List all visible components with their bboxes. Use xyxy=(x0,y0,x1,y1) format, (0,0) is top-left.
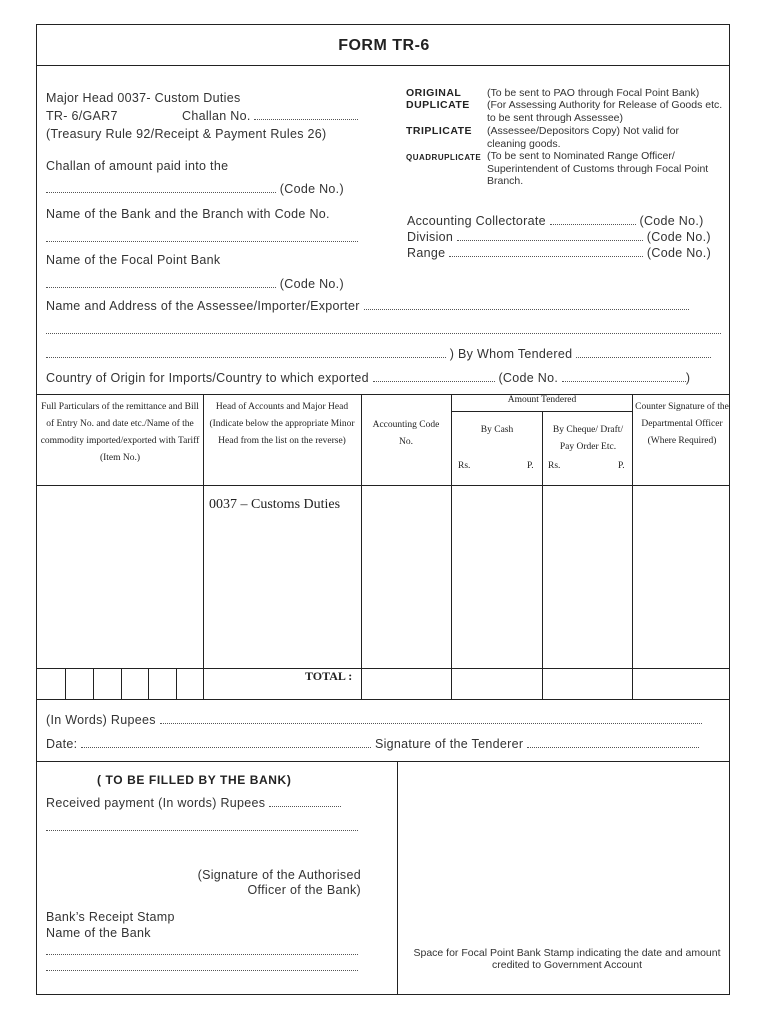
focal-bank-label: Name of the Focal Point Bank xyxy=(46,253,221,267)
challan-paid-field[interactable] xyxy=(46,182,276,193)
stamp-space-note: Space for Focal Point Bank Stamp indicating the date and amount credited to Government Account xyxy=(413,947,721,971)
bank-name-row-2 xyxy=(46,960,358,974)
form-title: FORM TR-6 xyxy=(338,37,430,54)
col-divider-2 xyxy=(361,394,362,699)
header-by-cash: By Cash xyxy=(480,425,514,435)
bank-branch-row xyxy=(46,231,358,245)
authorised-signature-line2: Officer of the Bank) xyxy=(247,883,361,897)
code-no: (Code No.) xyxy=(639,214,704,228)
challan-no-row xyxy=(182,109,358,123)
copy-desc-triplicate: (Assessee/Depositors Copy) Not valid for cleaning goods. xyxy=(487,125,679,150)
code-no: (Code No.) xyxy=(646,230,711,244)
country-code-field[interactable] xyxy=(562,371,686,382)
country-code-label: (Code No. xyxy=(498,371,559,385)
header-accounting-code: Accounting Code No. xyxy=(372,420,440,447)
title-divider xyxy=(37,65,729,66)
assessee-field-3[interactable] xyxy=(46,347,446,358)
range-field[interactable] xyxy=(449,246,643,257)
cash-rs-label: Rs. xyxy=(458,461,471,471)
header-by-cheque: By Cheque/ Draft/ Pay Order Etc. xyxy=(552,425,624,452)
range-label: Range xyxy=(407,246,446,260)
total-label: TOTAL : xyxy=(305,669,353,683)
focal-bank-row xyxy=(46,277,344,291)
total-box-divider xyxy=(65,668,66,699)
in-words-label: (In Words) Rupees xyxy=(46,713,156,727)
bank-branch-field[interactable] xyxy=(46,231,358,242)
received-payment-row xyxy=(46,796,341,810)
assessee-field[interactable] xyxy=(364,299,689,310)
bank-name-field[interactable] xyxy=(46,944,358,955)
in-words-field[interactable] xyxy=(160,713,702,724)
authorised-signature-line1: (Signature of the Authorised xyxy=(197,868,361,882)
assessee-row-2 xyxy=(46,323,721,337)
copy-tag-triplicate: TRIPLICATE xyxy=(406,125,473,137)
accounting-collectorate-row xyxy=(407,214,704,228)
header-amount-tendered: Amount Tendered xyxy=(507,395,577,405)
accounting-collectorate-label: Accounting Collectorate xyxy=(407,214,546,228)
challan-no-field[interactable] xyxy=(254,109,358,120)
date-label: Date: xyxy=(46,737,78,751)
bank-section-border xyxy=(37,761,729,762)
code-no: (Code No.) xyxy=(279,182,344,196)
header-head-of-accounts: Head of Accounts and Major Head (Indicate below the appropriate Minor Head from the list on the reverse) xyxy=(209,402,355,446)
col-divider-3 xyxy=(451,394,452,699)
form-frame xyxy=(36,24,730,995)
head-entry: 0037 – Customs Duties xyxy=(209,497,341,512)
division-row xyxy=(407,230,711,244)
received-payment-field[interactable] xyxy=(269,796,341,807)
col-divider-4 xyxy=(542,411,543,699)
date-field[interactable] xyxy=(81,737,371,748)
bank-section-divider xyxy=(397,761,398,995)
receipt-stamp-label: Bank’s Receipt Stamp xyxy=(46,910,175,924)
copy-tag-original: ORIGINAL xyxy=(406,87,462,99)
challan-no-label: Challan No. xyxy=(182,109,251,123)
received-payment-label: Received payment (In words) Rupees xyxy=(46,796,266,810)
in-words-row xyxy=(46,713,702,727)
total-box-divider xyxy=(176,668,177,699)
received-payment-row-2 xyxy=(46,820,358,834)
copy-desc-original: (To be sent to PAO through Focal Point Bank) xyxy=(487,87,700,99)
code-no: (Code No.) xyxy=(646,246,712,260)
assessee-field-2[interactable] xyxy=(46,323,721,334)
copy-tag-quadruplicate: QUADRUPLICATE xyxy=(406,153,482,162)
bank-branch-label: Name of the Bank and the Branch with Code No. xyxy=(46,207,330,221)
country-label: Country of Origin for Imports/Country to which exported xyxy=(46,371,369,385)
tenderer-signature-label: Signature of the Tenderer xyxy=(374,737,524,751)
header-counter-signature: Counter Signature of the Departmental Officer (Where Required) xyxy=(635,402,729,446)
assessee-row xyxy=(46,299,689,313)
assessee-label: Name and Address of the Assessee/Importer/Exporter xyxy=(46,299,360,313)
focal-bank-field[interactable] xyxy=(46,277,276,288)
range-row xyxy=(407,246,711,260)
header-particulars: Full Particulars of the remittance and Bill of Entry No. and date etc./Name of the commodity imported/exported with Tariff (Item No.) xyxy=(40,402,200,463)
copy-desc-duplicate: (For Assessing Authority for Release of Goods etc. to be sent through Assessee) xyxy=(487,99,723,124)
challan-paid-row xyxy=(46,182,344,196)
table-header-border xyxy=(37,485,729,486)
by-whom-tendered-label: ) By Whom Tendered xyxy=(449,347,573,361)
tendered-row xyxy=(46,347,711,361)
division-field[interactable] xyxy=(457,230,643,241)
received-payment-field-2[interactable] xyxy=(46,820,358,831)
table-total-top-border xyxy=(37,668,729,669)
bank-section-title: ( TO BE FILLED BY THE BANK) xyxy=(97,773,292,787)
tenderer-field[interactable] xyxy=(576,347,711,358)
cheque-rs-label: Rs. xyxy=(548,461,561,471)
total-box-divider xyxy=(121,668,122,699)
country-code-close: ) xyxy=(685,371,691,385)
copy-desc-quadruplicate: (To be sent to Nominated Range Officer/ Superintendent of Customs through Focal Point Branch. xyxy=(487,150,709,187)
code-no: (Code No.) xyxy=(279,277,344,291)
bank-name-row xyxy=(46,944,358,958)
country-field[interactable] xyxy=(373,371,495,382)
cheque-p-label: P. xyxy=(618,461,625,471)
bank-name-field-2[interactable] xyxy=(46,960,358,971)
tr-code: TR- 6/GAR7 xyxy=(46,109,118,123)
total-box-divider xyxy=(93,668,94,699)
rule-note: (Treasury Rule 92/Receipt & Payment Rules 26) xyxy=(46,127,327,141)
total-box-divider xyxy=(148,668,149,699)
tenderer-signature-field[interactable] xyxy=(527,737,699,748)
table-bottom-border xyxy=(37,699,729,700)
country-row xyxy=(46,371,690,385)
col-divider-1 xyxy=(203,394,204,699)
bank-name-label: Name of the Bank xyxy=(46,926,151,940)
col-divider-5 xyxy=(632,394,633,699)
cash-p-label: P. xyxy=(527,461,534,471)
division-label: Division xyxy=(407,230,454,244)
copy-tag-duplicate: DUPLICATE xyxy=(406,99,470,111)
challan-paid-label: Challan of amount paid into the xyxy=(46,159,229,173)
date-signature-row xyxy=(46,737,699,751)
accounting-collectorate-field[interactable] xyxy=(550,214,636,225)
major-head: Major Head 0037- Custom Duties xyxy=(46,91,241,105)
